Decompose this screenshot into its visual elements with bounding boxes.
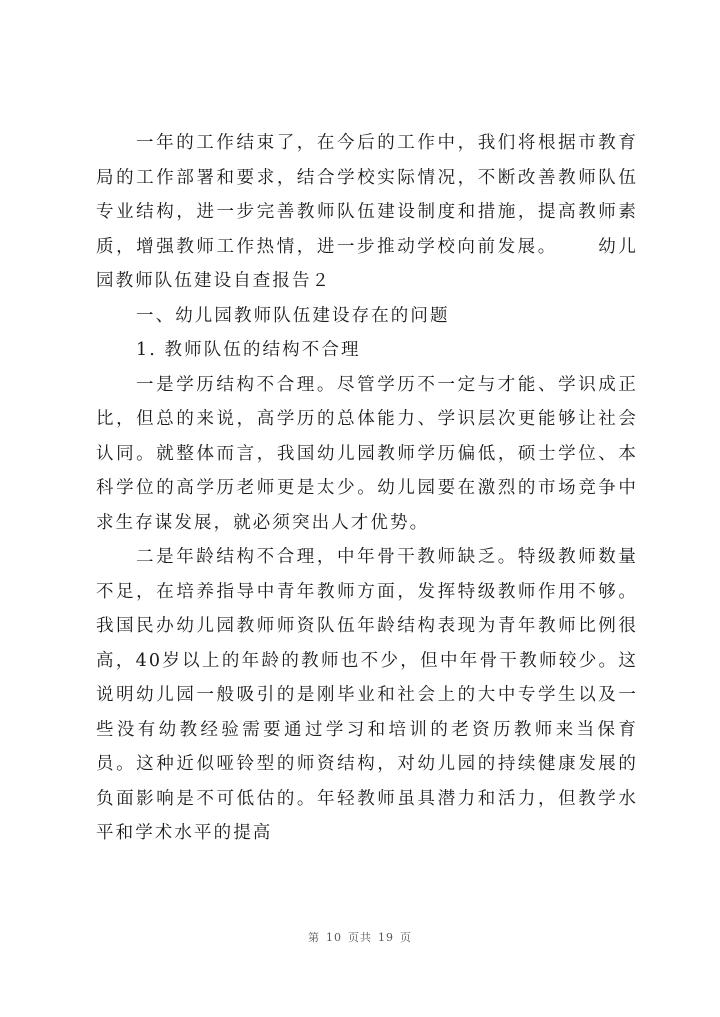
footer-prefix: 第: [308, 931, 320, 944]
page-footer: [0, 929, 720, 945]
footer-suffix: 页: [400, 931, 412, 944]
paragraph-age-structure: 二是年龄结构不合理，中年骨干教师缺乏。特级教师数量不足，在培养指导中青年教师方面，发挥特级教师作用不够。我国民办幼儿园教师师资队伍年龄结构表现为青年教师比例很高，40岁以上的年龄的教师也不少，但中年骨干教师较少。这说明幼儿园一般吸引的是刚毕业和社会上的大中专学生以及一些没有幼教经验需要通过学习和培训的老资历教师来当保育员。这种近似哑铃型的师资结构，对幼儿园的持续健康发展的负面影响是不可低估的。年轻教师虽具潜力和活力，但教学水平和学术水平的提高: [96, 547, 638, 843]
paragraph-closing: [96, 126, 638, 299]
footer-middle: 页共: [348, 931, 372, 944]
footer-total-pages: 19: [378, 931, 394, 944]
paragraph-closing-text: 一年的工作结束了，在今后的工作中，我们将根据市教育局的工作部署和要求，结合学校实际情况，不断改善教师队伍专业结构，进一步完善教师队伍建设制度和措施，提高教师素质，增强教师工作热情，进一步推动学校向前发展。: [96, 133, 638, 257]
section-heading: 一、幼儿园教师队伍建设存在的问题: [136, 305, 450, 326]
footer-page-number: 10: [326, 931, 342, 944]
document-body: [96, 126, 638, 851]
paragraph-education-structure: 一是学历结构不合理。尽管学历不一定与才能、学识成正比，但总的来说，高学历的总体能力、学识层次更能够让社会认同。就整体而言，我国幼儿园教师学历偏低，硕士学位、本科学位的高学历老师更是太少。幼儿园要在激烈的市场竞争中求生存谋发展，就必须突出人才优势。: [96, 374, 638, 533]
report-title-inline: 幼儿园教师队伍建设自查报告２: [96, 236, 638, 291]
subsection-heading: 1. 教师队伍的结构不合理: [136, 340, 361, 360]
